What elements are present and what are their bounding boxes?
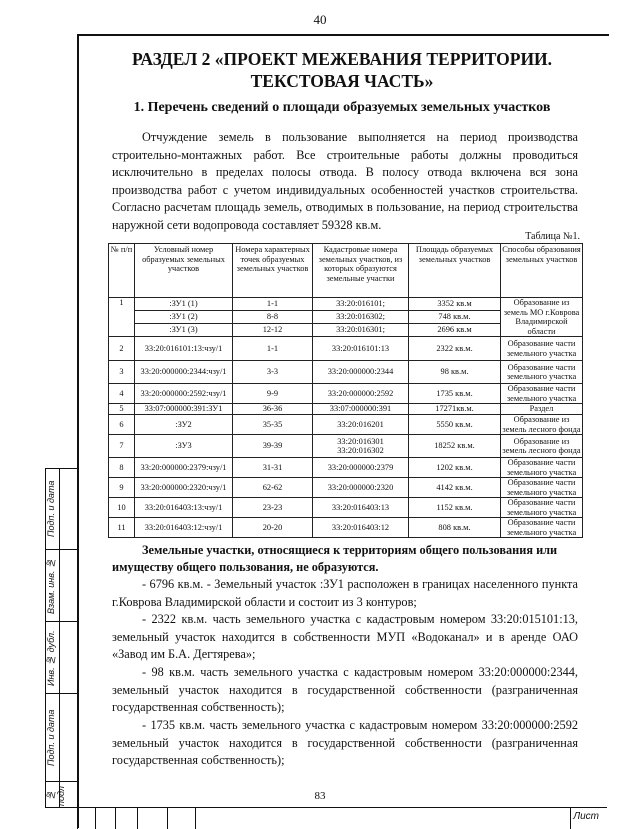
stamp-label-podp-data-top: Подп. и дата (46, 480, 56, 538)
bottom-page-number: 83 (314, 790, 326, 802)
row-num: 6 (109, 415, 135, 435)
stamp-label-inv-dubl: Инв. № дубл. (46, 630, 56, 686)
top-page-number: 40 (313, 12, 327, 27)
header-area: Площадь образуемых земельных участков (409, 244, 501, 298)
row-points: 1-1 (233, 337, 313, 361)
row-points: 31-31 (233, 458, 313, 478)
row-cadastral: 33:20:000000:2320 (313, 478, 409, 498)
list-item: - 98 кв.м. часть земельного участка с кадастровым номером 33:20:000000:2344, земельный участок находится в государственной собственности (разграниченная государственная собственность); (112, 665, 578, 714)
row-method: Образование части земельного участка (501, 384, 583, 404)
list-item: - 6796 кв.м. - Земельный участок :ЗУ1 расположен в границах населенного пункта г.Коврова Владимирской области и состоит из 3 контуров; (112, 577, 578, 609)
row-points: 35-35 (233, 415, 313, 435)
table-row (109, 337, 583, 361)
table-header-row (109, 244, 583, 298)
row-area: 5550 кв.м. (409, 415, 501, 435)
row-area: 3352 кв.м (409, 298, 501, 311)
row-method: Образование части земельного участка (501, 337, 583, 361)
row-cadastral: 33:07:000000:391 (313, 404, 409, 415)
row-method: Образование из земель МО г.Коврова Владимирской области (501, 298, 583, 337)
section-subtitle: 1. Перечень сведений о площади образуемых земельных участков (133, 100, 551, 115)
header-num: № п/п (109, 244, 135, 298)
row-id: :ЗУ1 (1) (135, 298, 233, 311)
row-cadastral: 33:20:016403:13 (313, 498, 409, 518)
row-cadastral: 33:20:000000:2592 (313, 384, 409, 404)
stamp-label-vzam-inv: Взам. инв. № (46, 558, 56, 614)
row-num: 4 (109, 384, 135, 404)
row-cadastral: 33:20:016302; (313, 311, 409, 324)
row-points: 12-12 (233, 324, 313, 337)
stamp-column (45, 468, 79, 808)
row-num: 7 (109, 435, 135, 458)
row-id: 33:20:000000:2379:чзу/1 (135, 458, 233, 478)
row-points: 39-39 (233, 435, 313, 458)
row-method: Образование из земель лесного фонда (502, 415, 581, 434)
row-id: :ЗУ3 (135, 435, 233, 458)
row-id: 33:20:016101:13:чзу/1 (135, 337, 233, 361)
row-method: Образование части земельного участка (501, 361, 583, 384)
row-points: 36-36 (233, 404, 313, 415)
row-num: 1 (109, 298, 135, 337)
row-method: Образование части земельного участка (501, 498, 583, 518)
row-area: 748 кв.м. (409, 311, 501, 324)
common-use-heading: Земельные участки, относящиеся к территориям общего пользования или имуществу общего пользования, не образуются. (112, 543, 558, 574)
row-points: 8-8 (233, 311, 313, 324)
row-num: 11 (109, 518, 135, 538)
row-area: 2696 кв.м (409, 324, 501, 337)
row-id: :ЗУ2 (135, 415, 233, 435)
row-area: 1735 кв.м. (409, 384, 501, 404)
row-area: 98 кв.м. (409, 361, 501, 384)
header-method: Способы образования земельных участков (501, 244, 583, 298)
row-cadastral: 33:20:016101:13 (313, 337, 409, 361)
row-area: 1152 кв.м. (409, 498, 501, 518)
row-id: :ЗУ1 (2) (135, 311, 233, 324)
row-num: 3 (109, 361, 135, 384)
table-row (109, 458, 583, 478)
row-num: 5 (109, 404, 135, 415)
bottom-title-block (45, 807, 607, 829)
land-plots-table (108, 243, 583, 538)
stamp-label-podp-data-bottom: Подп. и дата (46, 709, 56, 767)
table-row (109, 298, 583, 311)
row-cadastral: 33:20:016403:12 (313, 518, 409, 538)
section-title-line1: РАЗДЕЛ 2 «ПРОЕКТ МЕЖЕВАНИЯ ТЕРРИТОРИИ. (131, 49, 553, 69)
table-row (109, 384, 583, 404)
row-area: 18252 кв.м. (409, 435, 501, 458)
table-row (109, 435, 583, 458)
row-cadastral: 33:20:016101; (313, 298, 409, 311)
section-title (80, 48, 604, 92)
list-item: - 2322 кв.м. часть земельного участка с кадастровым номером 33:20:015101:13, земельный участок находится в собственности МУП «Водоканал» и в аренде ОАО «Завод им Б.А. Дегтярева»; (112, 612, 578, 661)
row-id: 33:20:000000:2344:чзу/1 (135, 361, 233, 384)
row-points: 9-9 (233, 384, 313, 404)
row-num: 8 (109, 458, 135, 478)
row-method: Образование части земельного участка (501, 478, 583, 498)
row-id: 33:20:016403:12:чзу/1 (135, 518, 233, 538)
table-row (109, 415, 583, 435)
row-cadastral: 33:20:000000:2344 (313, 361, 409, 384)
row-id: 33:20:000000:2592:чзу/1 (135, 384, 233, 404)
row-area: 1202 кв.м. (409, 458, 501, 478)
row-method: Образование части земельного участка (501, 458, 583, 478)
row-cadastral: 33:20:016201 (313, 415, 409, 435)
table-row (109, 518, 583, 538)
list-item: - 1735 кв.м. часть земельного участка с кадастровым номером 33:20:000000:2592 земельный участок находится в государственной собственности (разграниченная государственная собственность); (112, 718, 578, 767)
row-area: 17271кв.м. (409, 404, 501, 415)
row-points: 23-23 (233, 498, 313, 518)
row-points: 1-1 (233, 298, 313, 311)
table-row (109, 478, 583, 498)
table-row (109, 404, 583, 415)
row-area: 2322 кв.м. (409, 337, 501, 361)
row-cadastral: 33:20:000000:2379 (313, 458, 409, 478)
header-points: Номера характерных точек образуемых земельных участков (233, 244, 313, 298)
row-num: 9 (109, 478, 135, 498)
table-caption: Таблица №1. (525, 231, 580, 242)
row-points: 20-20 (233, 518, 313, 538)
section-title-line2: ТЕКСТОВАЯ ЧАСТЬ» (250, 71, 434, 91)
row-points: 3-3 (233, 361, 313, 384)
row-method: Раздел (501, 404, 583, 415)
row-points: 62-62 (233, 478, 313, 498)
header-id: Условный номер образуемых земельных участков (135, 244, 233, 298)
row-area: 4142 кв.м. (409, 478, 501, 498)
row-area: 808 кв.м. (409, 518, 501, 538)
row-id: :ЗУ1 (3) (135, 324, 233, 337)
row-num: 10 (109, 498, 135, 518)
row-id: 33:20:016403:13:чзу/1 (135, 498, 233, 518)
table-row (109, 498, 583, 518)
header-cadastral: Кадастровые номера земельных участков, из которых образуются земельные участки (313, 244, 409, 298)
row-num: 2 (109, 337, 135, 361)
row-cadastral: 33:20:016301; (313, 324, 409, 337)
table-row (109, 361, 583, 384)
sheet-label: Лист (573, 811, 599, 822)
stamp-label-inv-podl: № подл (46, 785, 66, 806)
row-method: Образование из земель лесного фонда (501, 435, 583, 458)
row-id: 33:20:000000:2320:чзу/1 (135, 478, 233, 498)
row-cadastral: 33:20:016301 33:20:016302 (313, 435, 409, 458)
intro-paragraph: Отчуждение земель в пользование выполняется на период производства строительно-монтажных работ. Все строительные работы должны проводиться исключительно в пределах полосы отвода. В полосу отвода включена вся зона производства работ с учетом индивидуальных особенностей участков строительства. Согласно расчетам площадь земель, отводимых в пользование, на период строительства наружной сети водопровода составляет 59328 кв.м. (112, 130, 578, 232)
row-method: Образование части земельного участка (501, 518, 583, 538)
row-id: 33:07:000000:391:ЗУ1 (135, 404, 233, 415)
